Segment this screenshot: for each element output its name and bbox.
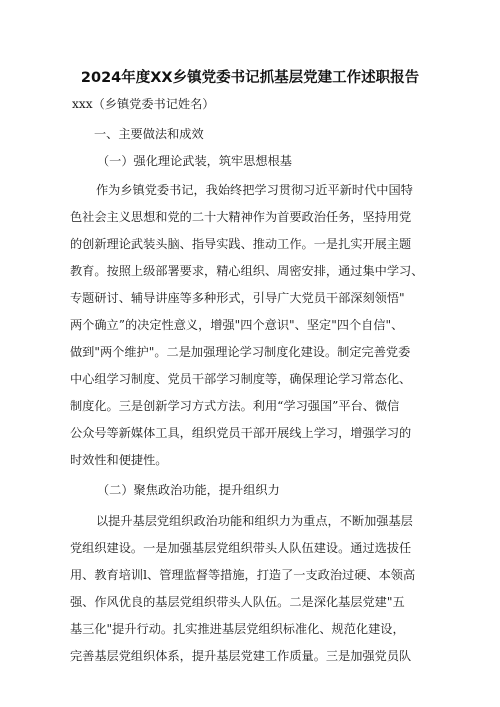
- author-line: xxx（乡镇党委书记姓名）: [72, 97, 215, 111]
- paragraph-line: 做到"两个维护"。二是加强理论学习制度化建设。制定完善党委: [70, 345, 411, 359]
- paragraph-line: 专题研讨、辅导讲座等多种形式，引导广大党员干部深刻领悟": [70, 291, 405, 305]
- paragraph-line: 公众号等新媒体工具，组织党员干部开展线上学习，增强学习的: [70, 426, 412, 440]
- paragraph-line: 时效性和便捷性。: [70, 453, 168, 467]
- paragraph-line: 色社会主义思想和党的二十大精神作为首要政治任务，坚持用党: [70, 210, 412, 224]
- paragraph-line: 用、教育培训l、管理监督等措施，打造了一支政治过硬、本领高: [70, 568, 416, 582]
- paragraph-line: 的创新理论武装头脑、指导实践、推动工作。一是扎实开展主题: [70, 237, 412, 251]
- paragraph-line: 完善基层党组织体系，提升基层党建工作质量。三是加强党员队: [70, 649, 412, 663]
- paragraph-line: 党组织建设。一是加强基层党组织带头人队伍建设。通过选拔任: [70, 541, 412, 555]
- paragraph-line: 强、作风优良的基层党组织带头人队伍。二是深化基层党建"五: [70, 595, 405, 609]
- subsection-heading: （二）聚焦政治功能，提升组织力: [97, 483, 280, 497]
- paragraph-line: 以提升基层党组织政治功能和组织力为重点，不断加强基层: [96, 514, 413, 528]
- paragraph-line: 教育。按照上级部署要求，精心组织、周密安排，通过集中学习、: [70, 264, 424, 278]
- paragraph-line: 两个确立”的决定性意义，增强"四个意识"、坚定"四个自信"、: [70, 318, 404, 332]
- paragraph-line: 中心组学习制度、党员干部学习制度等，确保理论学习常态化、: [70, 372, 412, 386]
- paragraph-line: 制度化。三是创新学习方式方法。利用“学习强国”平台、微信: [70, 399, 400, 413]
- document-title: 2024年度XX乡镇党委书记抓基层党建工作述职报告: [80, 70, 420, 86]
- paragraph-line: 作为乡镇党委书记，我始终把学习贯彻习近平新时代中国特: [96, 183, 413, 197]
- paragraph-line: 基三化"提升行动。扎实推进基层党组织标准化、规范化建设，: [70, 622, 405, 636]
- subsection-heading: （一）强化理论武装，筑牢思想根基: [97, 154, 292, 168]
- section-heading: 一、主要做法和成效: [94, 127, 204, 141]
